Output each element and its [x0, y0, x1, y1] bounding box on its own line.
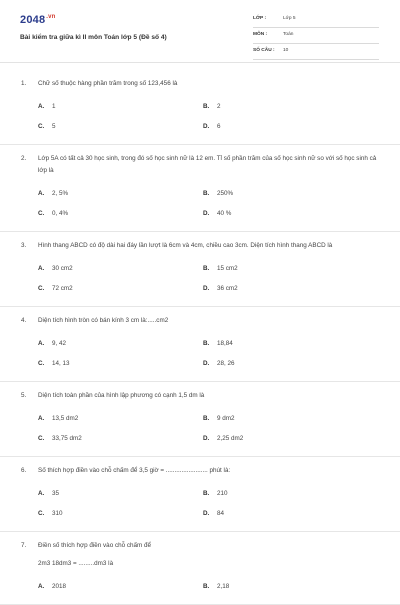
- meta-row-class: [253, 14, 379, 28]
- answer-row: [38, 428, 368, 448]
- answer-text: 1: [52, 102, 56, 110]
- answer-option[interactable]: [38, 510, 203, 517]
- answer-options: [38, 252, 368, 306]
- answer-option[interactable]: [38, 103, 203, 110]
- question-item: [0, 232, 400, 307]
- answer-options: [38, 327, 368, 381]
- question-number: 1.: [21, 80, 27, 87]
- answer-text: 5: [52, 122, 56, 130]
- answer-letter: B.: [203, 414, 210, 422]
- question-number: 7.: [21, 542, 27, 549]
- answer-letter: A.: [38, 582, 45, 590]
- answer-option[interactable]: [38, 123, 203, 130]
- question-text-block: [21, 457, 381, 477]
- question-item: [0, 145, 400, 232]
- question-text-block: [21, 307, 381, 327]
- answer-option[interactable]: [38, 583, 203, 590]
- answer-text: 30 cm2: [52, 264, 73, 272]
- question-text: Diện tích hình tròn có bán kính 3 cm là:.....cm2: [38, 317, 169, 324]
- answer-letter: B.: [203, 489, 210, 497]
- question-text-block: [21, 70, 381, 90]
- answer-text: 35: [52, 489, 60, 497]
- meta-value: Toán: [283, 32, 294, 37]
- answer-option[interactable]: [203, 265, 368, 272]
- site-logo[interactable]: [20, 14, 56, 26]
- answer-row: [38, 96, 368, 116]
- question-text-block: [21, 382, 381, 402]
- answer-options: [38, 402, 368, 456]
- question-item: [0, 70, 400, 145]
- answer-text: 33,75 dm2: [52, 434, 82, 442]
- answer-letter: D.: [203, 434, 210, 442]
- answer-row: [38, 258, 368, 278]
- question-item: [0, 457, 400, 532]
- question-text-block: [21, 145, 381, 177]
- answer-letter: A.: [38, 264, 45, 272]
- logo-main: 2048: [20, 14, 46, 26]
- meta-value: 10: [283, 48, 289, 53]
- answer-option[interactable]: [203, 285, 368, 292]
- answer-text: 40 %: [217, 209, 232, 217]
- answer-text: 18,84: [217, 339, 233, 347]
- answer-text: 84: [217, 509, 225, 517]
- answer-letter: B.: [203, 189, 210, 197]
- answer-option[interactable]: [203, 583, 368, 590]
- answer-text: 2, 5%: [52, 189, 69, 197]
- question-item: [0, 307, 400, 382]
- question-item: [0, 382, 400, 457]
- answer-letter: A.: [38, 102, 45, 110]
- question-number: 6.: [21, 467, 27, 474]
- answer-letter: B.: [203, 339, 210, 347]
- meta-row-subject: [253, 30, 379, 44]
- answer-letter: A.: [38, 414, 45, 422]
- answer-letter: C.: [38, 434, 45, 442]
- answer-row: [38, 203, 368, 223]
- header-divider: [0, 62, 400, 63]
- answer-letter: A.: [38, 489, 45, 497]
- answer-text: 14, 13: [52, 359, 70, 367]
- answer-option[interactable]: [203, 210, 368, 217]
- question-text: Hình thang ABCD có độ dài hai đáy lần lượt là 6cm và 4cm, chiều cao 3cm. Diện tích hình thang ABCD là: [38, 242, 333, 249]
- answer-option[interactable]: [38, 340, 203, 347]
- answer-option[interactable]: [203, 360, 368, 367]
- answer-options: [38, 90, 368, 144]
- test-meta: [253, 14, 379, 62]
- answer-option[interactable]: [203, 103, 368, 110]
- answer-text: 9, 42: [52, 339, 67, 347]
- answer-text: 28, 26: [217, 359, 235, 367]
- answer-option[interactable]: [203, 340, 368, 347]
- answer-option[interactable]: [203, 123, 368, 130]
- answer-letter: D.: [203, 209, 210, 217]
- answer-option[interactable]: [203, 510, 368, 517]
- question-text: Lớp 5A có tất cả 30 học sinh, trong đó số học sinh nữ là 12 em. Tỉ số phần trăm của số học sinh nữ so với số học sinh cả lớp là: [38, 155, 377, 174]
- question-text: Điền số thích hợp điền vào chỗ chấm để: [38, 542, 151, 549]
- answer-option[interactable]: [38, 435, 203, 442]
- answer-row: [38, 408, 368, 428]
- question-number: 4.: [21, 317, 27, 324]
- answer-text: 15 cm2: [217, 264, 238, 272]
- answer-row: [38, 116, 368, 136]
- answer-row: [38, 503, 368, 523]
- answer-letter: C.: [38, 122, 45, 130]
- answer-option[interactable]: [38, 265, 203, 272]
- answer-option[interactable]: [38, 360, 203, 367]
- meta-label: MÔN :: [253, 32, 268, 37]
- answer-option[interactable]: [38, 190, 203, 197]
- question-text: Số thích hợp điền vào chỗ chấm để 3,5 giờ = ........................ phút là:: [38, 467, 231, 474]
- answer-option[interactable]: [38, 415, 203, 422]
- answer-letter: B.: [203, 102, 210, 110]
- answer-option[interactable]: [38, 210, 203, 217]
- question-extra-text: 2m3 18dm3 = .........dm3 là: [38, 560, 114, 567]
- answer-letter: D.: [203, 284, 210, 292]
- answer-text: 210: [217, 489, 228, 497]
- answer-text: 2: [217, 102, 221, 110]
- answer-text: 2,18: [217, 582, 230, 590]
- answer-text: 2,25 dm2: [217, 434, 244, 442]
- answer-row: [38, 353, 368, 373]
- meta-label: LỚP :: [253, 16, 267, 21]
- answer-text: 2018: [52, 582, 67, 590]
- question-text-block: [21, 532, 381, 552]
- question-number: 5.: [21, 392, 27, 399]
- answer-letter: C.: [38, 209, 45, 217]
- meta-row-question-count: [253, 46, 379, 60]
- answer-option[interactable]: [38, 285, 203, 292]
- answer-letter: C.: [38, 284, 45, 292]
- answer-row: [38, 183, 368, 203]
- question-text: Diện tích toàn phần của hình lập phương có cạnh 1,5 dm là: [38, 392, 205, 399]
- answer-text: 250%: [217, 189, 234, 197]
- meta-value: Lớp 5: [283, 16, 296, 21]
- question-item: [0, 532, 400, 605]
- page-header: [0, 0, 400, 62]
- answer-text: 6: [217, 122, 221, 130]
- answer-option[interactable]: [203, 190, 368, 197]
- answer-text: 310: [52, 509, 63, 517]
- question-list: [0, 70, 400, 605]
- answer-text: 13,5 dm2: [52, 414, 79, 422]
- answer-row: [38, 483, 368, 503]
- answer-text: 9 dm2: [217, 414, 235, 422]
- test-title: Bài kiểm tra giữa kì II môn Toán lớp 5 (Đề số 4): [20, 34, 167, 41]
- answer-letter: C.: [38, 509, 45, 517]
- question-text-block: [21, 232, 381, 252]
- answer-letter: B.: [203, 264, 210, 272]
- answer-letter: A.: [38, 339, 45, 347]
- question-number: 2.: [21, 155, 27, 162]
- answer-letter: B.: [203, 582, 210, 590]
- logo-sub: .vn: [46, 14, 56, 21]
- answer-option[interactable]: [38, 490, 203, 497]
- answer-text: 72 cm2: [52, 284, 73, 292]
- answer-option[interactable]: [203, 490, 368, 497]
- answer-letter: A.: [38, 189, 45, 197]
- answer-letter: D.: [203, 359, 210, 367]
- answer-options: [38, 570, 368, 604]
- question-number: 3.: [21, 242, 27, 249]
- answer-row: [38, 576, 368, 596]
- answer-options: [38, 177, 368, 231]
- question-text: Chữ số thuộc hàng phần trăm trong số 123,456 là: [38, 80, 178, 87]
- answer-option[interactable]: [203, 415, 368, 422]
- answer-letter: D.: [203, 122, 210, 130]
- meta-label: SỐ CÂU :: [253, 48, 275, 53]
- answer-row: [38, 278, 368, 298]
- answer-option[interactable]: [203, 435, 368, 442]
- answer-letter: D.: [203, 509, 210, 517]
- answer-text: 36 cm2: [217, 284, 238, 292]
- answer-text: 0, 4%: [52, 209, 69, 217]
- answer-options: [38, 477, 368, 531]
- answer-row: [38, 333, 368, 353]
- answer-letter: C.: [38, 359, 45, 367]
